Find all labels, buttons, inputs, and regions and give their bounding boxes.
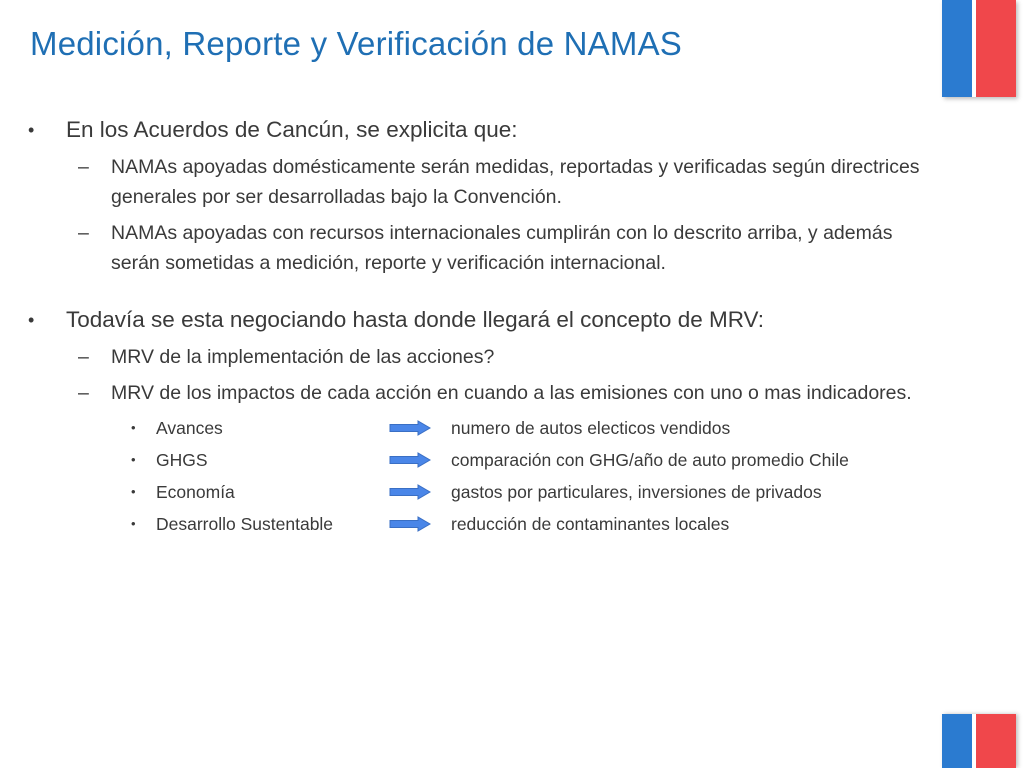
sub-bullet-text: MRV de los impactos de cada acción en cuando a las emisiones con uno o mas indicadores. xyxy=(111,382,912,404)
bullet-icon: • xyxy=(28,310,35,330)
indicator-item xyxy=(28,444,938,476)
flag-decoration-top xyxy=(942,0,1016,97)
right-arrow-icon xyxy=(389,452,431,468)
indicator-item xyxy=(28,476,938,508)
bullet-point xyxy=(28,114,938,146)
bullet-icon: • xyxy=(131,516,136,531)
bullet-icon: • xyxy=(131,484,136,499)
slide-body xyxy=(28,114,938,540)
indicator-label: Economía xyxy=(156,482,235,502)
dash-icon: – xyxy=(78,346,89,368)
flag-blue-stripe xyxy=(942,0,972,97)
indicator-label: GHGS xyxy=(156,450,208,470)
indicator-label: Desarrollo Sustentable xyxy=(156,514,334,534)
right-arrow-icon xyxy=(389,484,431,500)
indicator-target: numero de autos electicos vendidos xyxy=(451,418,731,438)
right-arrow-icon xyxy=(389,420,431,436)
bullet-text: Todavía se esta negociando hasta donde llegará el concepto de MRV: xyxy=(66,307,764,332)
bullet-text: En los Acuerdos de Cancún, se explicita que: xyxy=(66,117,518,142)
indicator-label: Avances xyxy=(156,418,223,438)
sub-bullet-text: NAMAs apoyadas con recursos internacionales cumplirán con lo descrito arriba, y además serán sometidas a medición, reporte y verificación internacional. xyxy=(111,222,893,274)
sub-bullet-text: MRV de la implementación de las acciones? xyxy=(111,346,495,368)
right-arrow-icon xyxy=(389,516,431,532)
indicator-item xyxy=(28,412,938,444)
flag-red-stripe xyxy=(976,714,1016,768)
sub-bullet xyxy=(28,378,938,408)
sub-bullet xyxy=(28,342,938,372)
flag-decoration-bottom xyxy=(942,714,1016,768)
flag-blue-stripe xyxy=(942,714,972,768)
indicator-target: reducción de contaminantes locales xyxy=(451,514,730,534)
bullet-icon: • xyxy=(28,120,35,140)
dash-icon: – xyxy=(78,156,89,178)
bullet-icon: • xyxy=(131,452,136,467)
bullet-point xyxy=(28,304,938,336)
indicator-target: gastos por particulares, inversiones de privados xyxy=(451,482,822,502)
indicator-item xyxy=(28,508,938,540)
dash-icon: – xyxy=(78,222,89,244)
sub-bullet-text: NAMAs apoyadas domésticamente serán medidas, reportadas y verificadas según directrices generales por ser desarrolladas bajo la Convención. xyxy=(111,156,920,208)
sub-bullet xyxy=(28,218,938,278)
flag-red-stripe xyxy=(976,0,1016,97)
slide-title: Medición, Reporte y Verificación de NAMAS xyxy=(30,25,682,62)
bullet-icon: • xyxy=(131,420,136,435)
indicator-target: comparación con GHG/año de auto promedio Chile xyxy=(451,450,849,470)
dash-icon: – xyxy=(78,382,89,404)
sub-bullet xyxy=(28,152,938,212)
